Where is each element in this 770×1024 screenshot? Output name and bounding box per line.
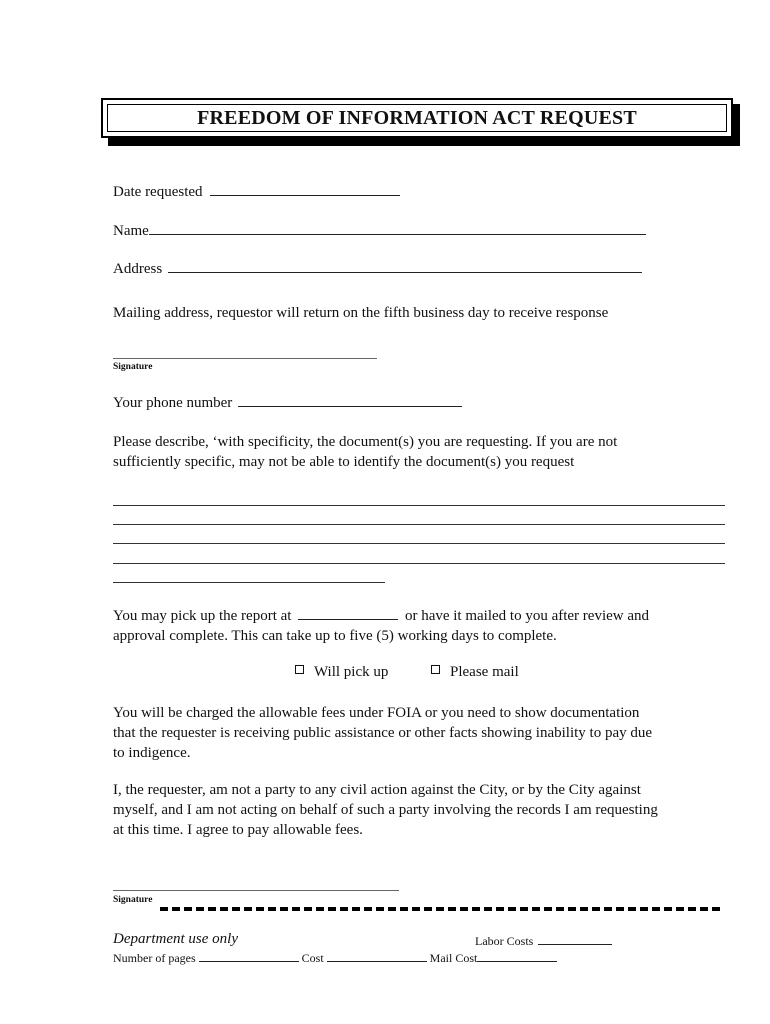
signature-label-1: Signature — [113, 362, 153, 372]
phone-row — [113, 394, 462, 412]
number-of-pages-label: Number of pages — [113, 951, 196, 965]
signature-line-1[interactable] — [113, 358, 377, 359]
pickup-location-input[interactable] — [298, 607, 398, 620]
cost-label: Cost — [301, 951, 324, 965]
will-pick-up-label: Will pick up — [314, 664, 389, 680]
option-please-mail[interactable] — [431, 664, 519, 681]
department-heading: Department use only — [113, 931, 238, 947]
name-row — [113, 222, 646, 240]
address-label: Address — [113, 261, 163, 277]
will-pick-up-checkbox[interactable] — [295, 665, 304, 674]
mailing-address-note: Mailing address, requestor will return on the fifth business day to receive response — [113, 305, 609, 321]
signature-label-2: Signature — [113, 895, 153, 905]
fees-line-2: that the requester is receiving public assistance or other facts showing inability to pay due — [113, 725, 653, 741]
address-row — [113, 260, 642, 278]
describe-paragraph — [113, 432, 733, 472]
describe-line-1: Please describe, ‘with specificity, the document(s) you are requesting. If you are not — [113, 434, 618, 450]
date-requested-input[interactable] — [210, 183, 400, 196]
signature-line-2[interactable] — [113, 890, 399, 891]
labor-costs-label: Labor Costs — [475, 934, 534, 948]
pickup-paragraph — [113, 606, 733, 646]
department-separator — [160, 907, 720, 911]
fees-line-3: to indigence. — [113, 745, 191, 761]
title-box — [101, 98, 733, 138]
labor-costs-input[interactable] — [538, 935, 612, 945]
pickup-line-2: approval complete. This can take up to five (5) working days to complete. — [113, 628, 557, 644]
description-line-3[interactable] — [113, 543, 725, 544]
option-will-pick-up[interactable] — [295, 664, 388, 681]
description-line-2[interactable] — [113, 524, 725, 525]
declaration-paragraph — [113, 780, 733, 840]
fees-paragraph — [113, 703, 733, 763]
description-line-5[interactable] — [113, 582, 385, 583]
name-label: Name — [113, 223, 149, 239]
declaration-line-1: I, the requester, am not a party to any civil action against the City, or by the City against — [113, 782, 641, 798]
pickup-text-b: or have it mailed to you after review and — [404, 608, 650, 624]
date-requested-label: Date requested — [113, 184, 203, 200]
number-of-pages-input[interactable] — [199, 952, 299, 962]
form-title: FREEDOM OF INFORMATION ACT REQUEST — [107, 104, 727, 132]
cost-input[interactable] — [327, 952, 427, 962]
please-mail-checkbox[interactable] — [431, 665, 440, 674]
please-mail-label: Please mail — [450, 664, 519, 680]
declaration-line-2: myself, and I am not acting on behalf of such a party involving the records I am requesting — [113, 802, 658, 818]
declaration-line-3: at this time. I agree to pay allowable fees. — [113, 822, 363, 838]
phone-input[interactable] — [238, 394, 462, 407]
description-line-1[interactable] — [113, 505, 725, 506]
description-line-4[interactable] — [113, 563, 725, 564]
labor-costs-row — [475, 934, 612, 949]
mail-cost-label: Mail Cost — [429, 951, 478, 965]
address-input[interactable] — [168, 260, 642, 273]
date-requested-row — [113, 183, 400, 201]
department-costs-row — [113, 951, 557, 966]
mail-cost-input[interactable] — [477, 952, 557, 962]
pickup-line-1 — [113, 606, 733, 626]
describe-line-2: sufficiently specific, may not be able to identify the document(s) you request — [113, 454, 575, 470]
fees-line-1: You will be charged the allowable fees under FOIA or you need to show documentation — [113, 705, 640, 721]
name-input[interactable] — [149, 222, 646, 235]
phone-label: Your phone number — [113, 395, 233, 411]
pickup-text-a: You may pick up the report at — [113, 608, 292, 624]
